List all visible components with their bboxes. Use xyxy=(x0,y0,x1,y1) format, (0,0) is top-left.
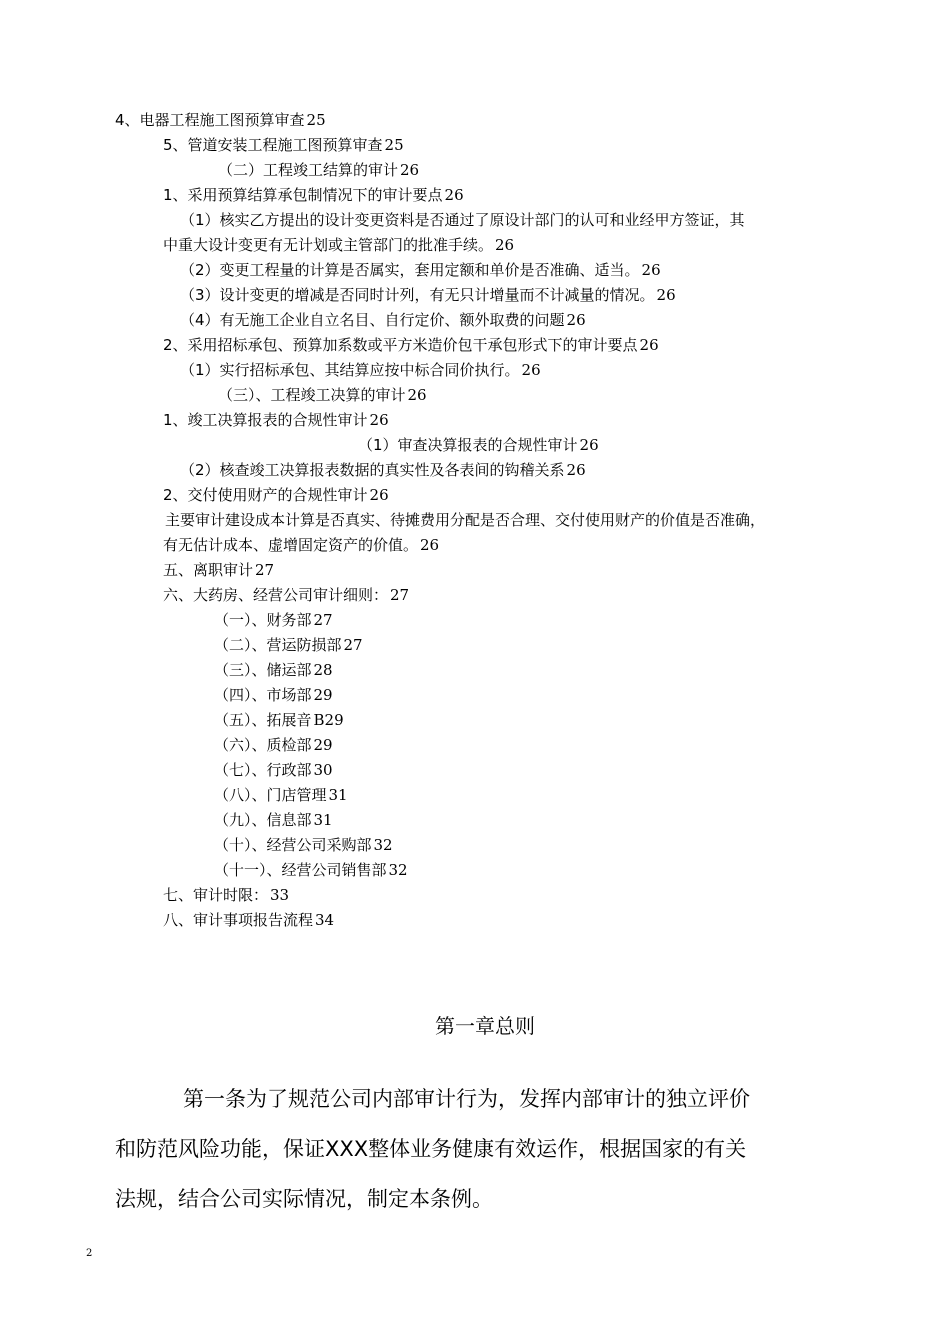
paragraph-line: 第一条为了规范公司内部审计行为，发挥内部审计的独立评价 xyxy=(183,1087,750,1111)
toc-entry: （十）、经营公司采购部 32 xyxy=(214,836,393,854)
page-number: 2 xyxy=(86,1248,93,1259)
toc-entry: 5、管道安装工程施工图预算审查 25 xyxy=(163,136,404,154)
toc-entry: （九）、信息部 31 xyxy=(214,811,333,829)
toc-entry: 六、大药房、经营公司审计细则： 27 xyxy=(163,586,410,604)
toc-entry: 有无估计成本、虚增固定资产的价值。 26 xyxy=(163,536,440,554)
toc-entry: （1）审查决算报表的合规性审计 26 xyxy=(358,436,599,454)
paragraph-line: 法规，结合公司实际情况，制定本条例。 xyxy=(115,1187,493,1211)
toc-entry: （二）工程竣工结算的审计 26 xyxy=(218,161,420,179)
toc-entry: （七）、行政部 30 xyxy=(214,761,333,779)
toc-entry: 中重大设计变更有无计划或主管部门的批准手续。 26 xyxy=(163,236,515,254)
toc-entry: （1）核实乙方提出的设计变更资料是否通过了原设计部门的认可和业经甲方签证，其 xyxy=(180,211,745,229)
toc-entry: 2、采用招标承包、预算加系数或平方米造价包干承包形式下的审计要点 26 xyxy=(163,336,659,354)
chapter-title: 第一章总则 xyxy=(435,1014,535,1038)
toc-entry: 五、离职审计 27 xyxy=(163,561,275,579)
toc-entry: （2）变更工程量的计算是否属实，套用定额和单价是否准确、适当。 26 xyxy=(180,261,661,279)
toc-entry: （十一）、经营公司销售部 32 xyxy=(214,861,408,879)
toc-entry: 八、审计事项报告流程 34 xyxy=(163,911,335,929)
toc-entry: （五）、拓展音 B29 xyxy=(214,711,344,729)
paragraph-line: 和防范风险功能，保证XXX整体业务健康有效运作，根据国家的有关 xyxy=(115,1137,747,1161)
toc-entry: 4、电器工程施工图预算审查 25 xyxy=(115,111,326,129)
toc-entry: 主要审计建设成本计算是否真实、待摊费用分配是否合理、交付使用财产的价值是否准确， xyxy=(165,511,766,529)
toc-entry: （2）核查竣工决算报表数据的真实性及各表间的钩稽关系 26 xyxy=(180,461,586,479)
toc-entry: 七、审计时限： 33 xyxy=(163,886,290,904)
toc-entry: （3）设计变更的增减是否同时计列，有无只计增量而不计减量的情况。 26 xyxy=(180,286,676,304)
toc-entry: （三）、储运部 28 xyxy=(214,661,333,679)
toc-entry: （四）、市场部 29 xyxy=(214,686,333,704)
toc-entry: （4）有无施工企业自立名目、自行定价、额外取费的问题 26 xyxy=(180,311,586,329)
toc-entry: （三）、工程竣工决算的审计 26 xyxy=(218,386,427,404)
toc-entry: （八）、门店管理 31 xyxy=(214,786,348,804)
toc-entry: （1）实行招标承包、其结算应按中标合同价执行。 26 xyxy=(180,361,541,379)
toc-entry: 2、交付使用财产的合规性审计 26 xyxy=(163,486,389,504)
toc-entry: 1、采用预算结算承包制情况下的审计要点 26 xyxy=(163,186,464,204)
toc-entry: （六）、质检部 29 xyxy=(214,736,333,754)
toc-entry: 1、竣工决算报表的合规性审计 26 xyxy=(163,411,389,429)
toc-entry: （二）、营运防损部 27 xyxy=(214,636,363,654)
toc-entry: （一）、财务部 27 xyxy=(214,611,333,629)
